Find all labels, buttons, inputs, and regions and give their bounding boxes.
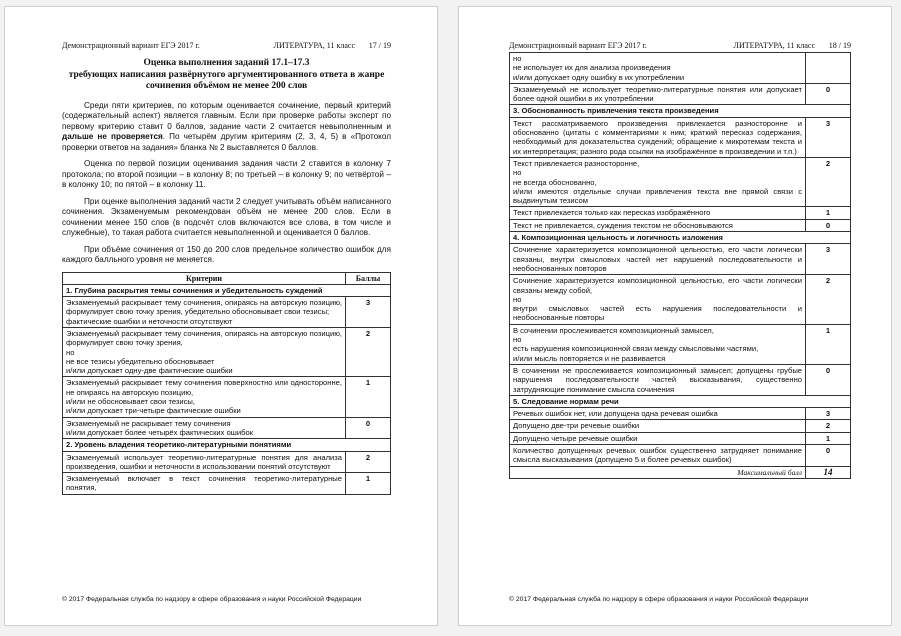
description-line: Экзаменуемый раскрывает тему сочинения поверхностно или односторонне, не опираясь на авторскую позицию,	[66, 378, 342, 397]
criterion-level-row	[510, 275, 851, 324]
criterion-description	[63, 417, 346, 439]
description-line: В сочинении прослеживается композиционный замысел,	[513, 325, 714, 335]
score-cell: 3	[346, 297, 391, 328]
criterion-level-row	[510, 444, 851, 466]
score-cell: 2	[806, 157, 851, 206]
score-cell: 2	[346, 451, 391, 473]
criterion-level-row	[510, 244, 851, 275]
score-cell: 0	[346, 417, 391, 439]
score-cell: 3	[806, 244, 851, 275]
description-line: Экзаменуемый использует теоретико-литературные понятия для анализа произведения, ошибки и неточности в использовании понятий отсутствуют	[66, 452, 342, 471]
heading-line: требующих написания развёрнутого аргументированного ответа в жанре	[68, 69, 385, 80]
paragraph: Среди пяти критериев, по которым оценивается сочинение, первый критерий (содержательный аспект) является главным. Если при проверке работы эксперт по первому критерию ставит 0 баллов, задание части 2 считается невыполненным и дальше не проверяется. По четырём другим критериям (2, 3, 4, 5) в «Протокол проверки ответов на задания» бланка № 2 выставляется 0 баллов.	[62, 100, 391, 152]
description-line: Экзаменуемый не раскрывает тему сочинения	[66, 418, 231, 428]
points-column-header: Баллы	[346, 272, 391, 284]
exam-title: Демонстрационный вариант ЕГЭ 2017 г.	[62, 41, 200, 50]
description-line: не все тезисы убедительно обосновывает	[66, 356, 215, 366]
score-cell: 2	[806, 420, 851, 432]
page-number: 18 / 19	[828, 41, 851, 50]
criterion-level-row	[510, 364, 851, 395]
description-line: но	[66, 347, 75, 357]
description-line: Текст не привлекается, суждения текстом не обосновываются	[513, 220, 733, 230]
description-line: Экзаменуемый раскрывает тему сочинения, опираясь на авторскую позицию, формулирует свою точку зрения, убедительно обосновывает свои тезисы;	[66, 298, 342, 317]
page-17	[4, 6, 438, 626]
score-cell: 0	[806, 444, 851, 466]
description-line: и/или допускает более четырёх фактических ошибок	[66, 427, 254, 437]
score-cell: 3	[806, 117, 851, 157]
criterion-description	[510, 53, 806, 84]
score-cell: 1	[806, 324, 851, 364]
criterion-level-row	[63, 377, 391, 417]
criterion-description	[510, 364, 806, 395]
description-line: и/или имеются отдельные случаи привлечения текста вне прямой связи с выдвинутым тезисом	[513, 186, 802, 206]
description-line: Допущено две-три речевые ошибки	[513, 421, 640, 431]
description-line: и/или допускает три-четыре фактические ошибки	[66, 406, 241, 416]
criterion-description	[510, 219, 806, 231]
score-cell: 1	[346, 377, 391, 417]
criterion-section-row	[63, 439, 391, 451]
score-cell	[806, 53, 851, 84]
score-cell: 0	[806, 83, 851, 105]
score-cell: 1	[806, 207, 851, 219]
criterion-level-row	[510, 324, 851, 364]
description-line: но	[513, 168, 522, 178]
description-line: но	[513, 294, 522, 304]
criterion-description	[63, 327, 346, 376]
score-cell: 1	[806, 432, 851, 444]
description-line: Текст привлекается разносторонне,	[513, 158, 640, 168]
running-header	[62, 41, 391, 50]
description-line: не использует их для анализа произведения	[513, 63, 671, 73]
criterion-level-row	[510, 53, 851, 84]
criterion-description	[510, 117, 806, 157]
copyright-footer: © 2017 Федеральная служба по надзору в сфере образования и науки Российской Федерации	[62, 596, 362, 603]
description-line: В сочинении не прослеживается композиционный замысел; допущены грубые нарушения последовательности частей высказывания, существенно затрудняющие понимание смысла сочинения	[513, 365, 802, 394]
criterion-description	[510, 275, 806, 324]
description-line: Текст рассматриваемого произведения привлекается разносторонне и обоснованно (цитаты с комментариями к ним; краткий пересказ содержания, необходимый для доказательства суждений; обращение к микротемам текста и их интерпретация; разного рода ссылки на изображённое в произведении и т.п.)	[513, 118, 802, 156]
criterion-description	[510, 324, 806, 364]
paragraph: При оценке выполнения заданий части 2 следует учитывать объём написанного сочинения. Экзаменуемым рекомендован объём не менее 200 слов. Если в сочинении менее 150 слов (в подсчёт слов включаются все слова, в том числе и служебные), то такая работа считается невыполненной и оценивается 0 баллов.	[62, 196, 391, 237]
criterion-description	[510, 83, 806, 105]
description-line: не всегда обоснованно,	[513, 177, 597, 187]
criterion-description	[510, 207, 806, 219]
criterion-description	[510, 408, 806, 420]
section-heading	[62, 58, 391, 93]
description-line: но	[513, 335, 522, 345]
heading-line: сочинения объёмом не менее 200 слов	[145, 81, 308, 91]
description-line: Количество допущенных речевых ошибок существенно затрудняет понимание смысла высказывания (допущено 5 и более речевых ошибок)	[513, 445, 802, 465]
description-line: Текст привлекается только как пересказ изображённого	[513, 208, 711, 218]
score-cell: 2	[346, 327, 391, 376]
criteria-column-header: Критерии	[63, 272, 346, 284]
description-line: и/или не обосновывает свои тезисы,	[66, 397, 195, 407]
description-line: но	[513, 54, 522, 63]
criterion-level-row	[510, 408, 851, 420]
score-cell: 3	[806, 408, 851, 420]
criterion-section-title: 3. Обоснованность привлечения текста произведения	[510, 105, 851, 117]
intro-text	[62, 101, 391, 266]
description-line: Экзаменуемый включает в текст сочинения теоретико-литературные понятия,	[66, 474, 342, 493]
max-score-row	[510, 466, 851, 478]
subject-label: ЛИТЕРАТУРА, 11 класс	[733, 41, 815, 50]
criterion-description	[63, 473, 346, 495]
criterion-description	[63, 451, 346, 473]
description-line: Речевых ошибок нет, или допущена одна речевая ошибка	[513, 409, 718, 419]
description-line: фактические ошибки и неточности отсутствуют	[66, 316, 233, 326]
score-cell: 0	[806, 364, 851, 395]
description-line: есть нарушения композиционной связи между смысловыми частями,	[513, 344, 759, 354]
criterion-level-row	[510, 117, 851, 157]
paragraph: Оценка по первой позиции оценивания задания части 2 ставится в колонку 7 протокола; по второй позиции – в колонку 8; по третьей – в колонку 9; по четвёртой – в колонку 10; по пятой – в колонку 11.	[62, 159, 391, 189]
max-score-label: Максимальный балл	[510, 466, 806, 478]
description-line: Экзаменуемый не использует теоретико-литературные понятия или допускает более одной ошибки в их употреблении	[513, 84, 802, 104]
criteria-table	[62, 272, 391, 495]
score-cell: 1	[346, 473, 391, 495]
description-line: и/или мысль повторяется и не развивается	[513, 353, 666, 363]
description-line: Допущено четыре речевые ошибки	[513, 433, 638, 443]
max-score-value: 14	[806, 466, 851, 478]
criterion-level-row	[63, 473, 391, 495]
criterion-level-row	[510, 207, 851, 219]
paragraph: При объёме сочинения от 150 до 200 слов предельное количество ошибок для каждого балльного уровня не меняется.	[62, 244, 391, 264]
subject-label: ЛИТЕРАТУРА, 11 класс	[273, 41, 355, 50]
exam-title: Демонстрационный вариант ЕГЭ 2017 г.	[509, 41, 647, 50]
criterion-level-row	[63, 417, 391, 439]
description-line: внутри смысловых частей есть нарушения последовательности и необоснованные повторы	[513, 304, 802, 323]
criterion-section-title: 2. Уровень владения теоретико-литературными понятиями	[63, 439, 391, 451]
page-18	[458, 6, 892, 626]
criterion-description	[63, 377, 346, 417]
criterion-description	[510, 420, 806, 432]
criterion-level-row	[510, 219, 851, 231]
description-line: и/или допускает одну ошибку в их употреблении	[513, 72, 685, 82]
description-line: Сочинение характеризуется композиционной цельностью, его части логически связаны между собой,	[513, 276, 802, 295]
copyright-footer: © 2017 Федеральная служба по надзору в сфере образования и науки Российской Федерации	[509, 596, 809, 603]
criterion-section-row	[510, 232, 851, 244]
criterion-level-row	[510, 420, 851, 432]
description-line: Сочинение характеризуется композиционной цельностью, его части логически связаны, внутри смысловых частей нет нарушений последовательности и необоснованных повторов	[513, 245, 802, 273]
criterion-level-row	[63, 297, 391, 328]
criterion-description	[510, 432, 806, 444]
score-cell: 0	[806, 219, 851, 231]
criterion-section-title: 4. Композиционная цельность и логичность изложения	[510, 232, 851, 244]
criterion-level-row	[510, 83, 851, 105]
page-number: 17 / 19	[368, 41, 391, 50]
criterion-description	[63, 297, 346, 328]
criterion-level-row	[63, 327, 391, 376]
criterion-description	[510, 244, 806, 275]
criterion-section-row	[510, 395, 851, 407]
criterion-description	[510, 444, 806, 466]
criterion-level-row	[510, 157, 851, 206]
criterion-section-row	[510, 105, 851, 117]
running-header	[509, 41, 851, 50]
description-line: и/или допускает одну-две фактические ошибки	[66, 366, 233, 376]
criterion-description	[510, 157, 806, 206]
score-cell: 2	[806, 275, 851, 324]
criterion-section-row	[63, 284, 391, 296]
criterion-level-row	[510, 432, 851, 444]
heading-line: Оценка выполнения заданий 17.1–17.3	[143, 58, 310, 68]
criteria-table-continued	[509, 52, 851, 479]
criterion-section-title: 1. Глубина раскрытия темы сочинения и убедительность суждений	[63, 284, 391, 296]
description-line: Экзаменуемый раскрывает тему сочинения, опираясь на авторскую позицию, формулирует свою точку зрения,	[66, 328, 342, 348]
criterion-section-title: 5. Следование нормам речи	[510, 395, 851, 407]
criterion-level-row	[63, 451, 391, 473]
